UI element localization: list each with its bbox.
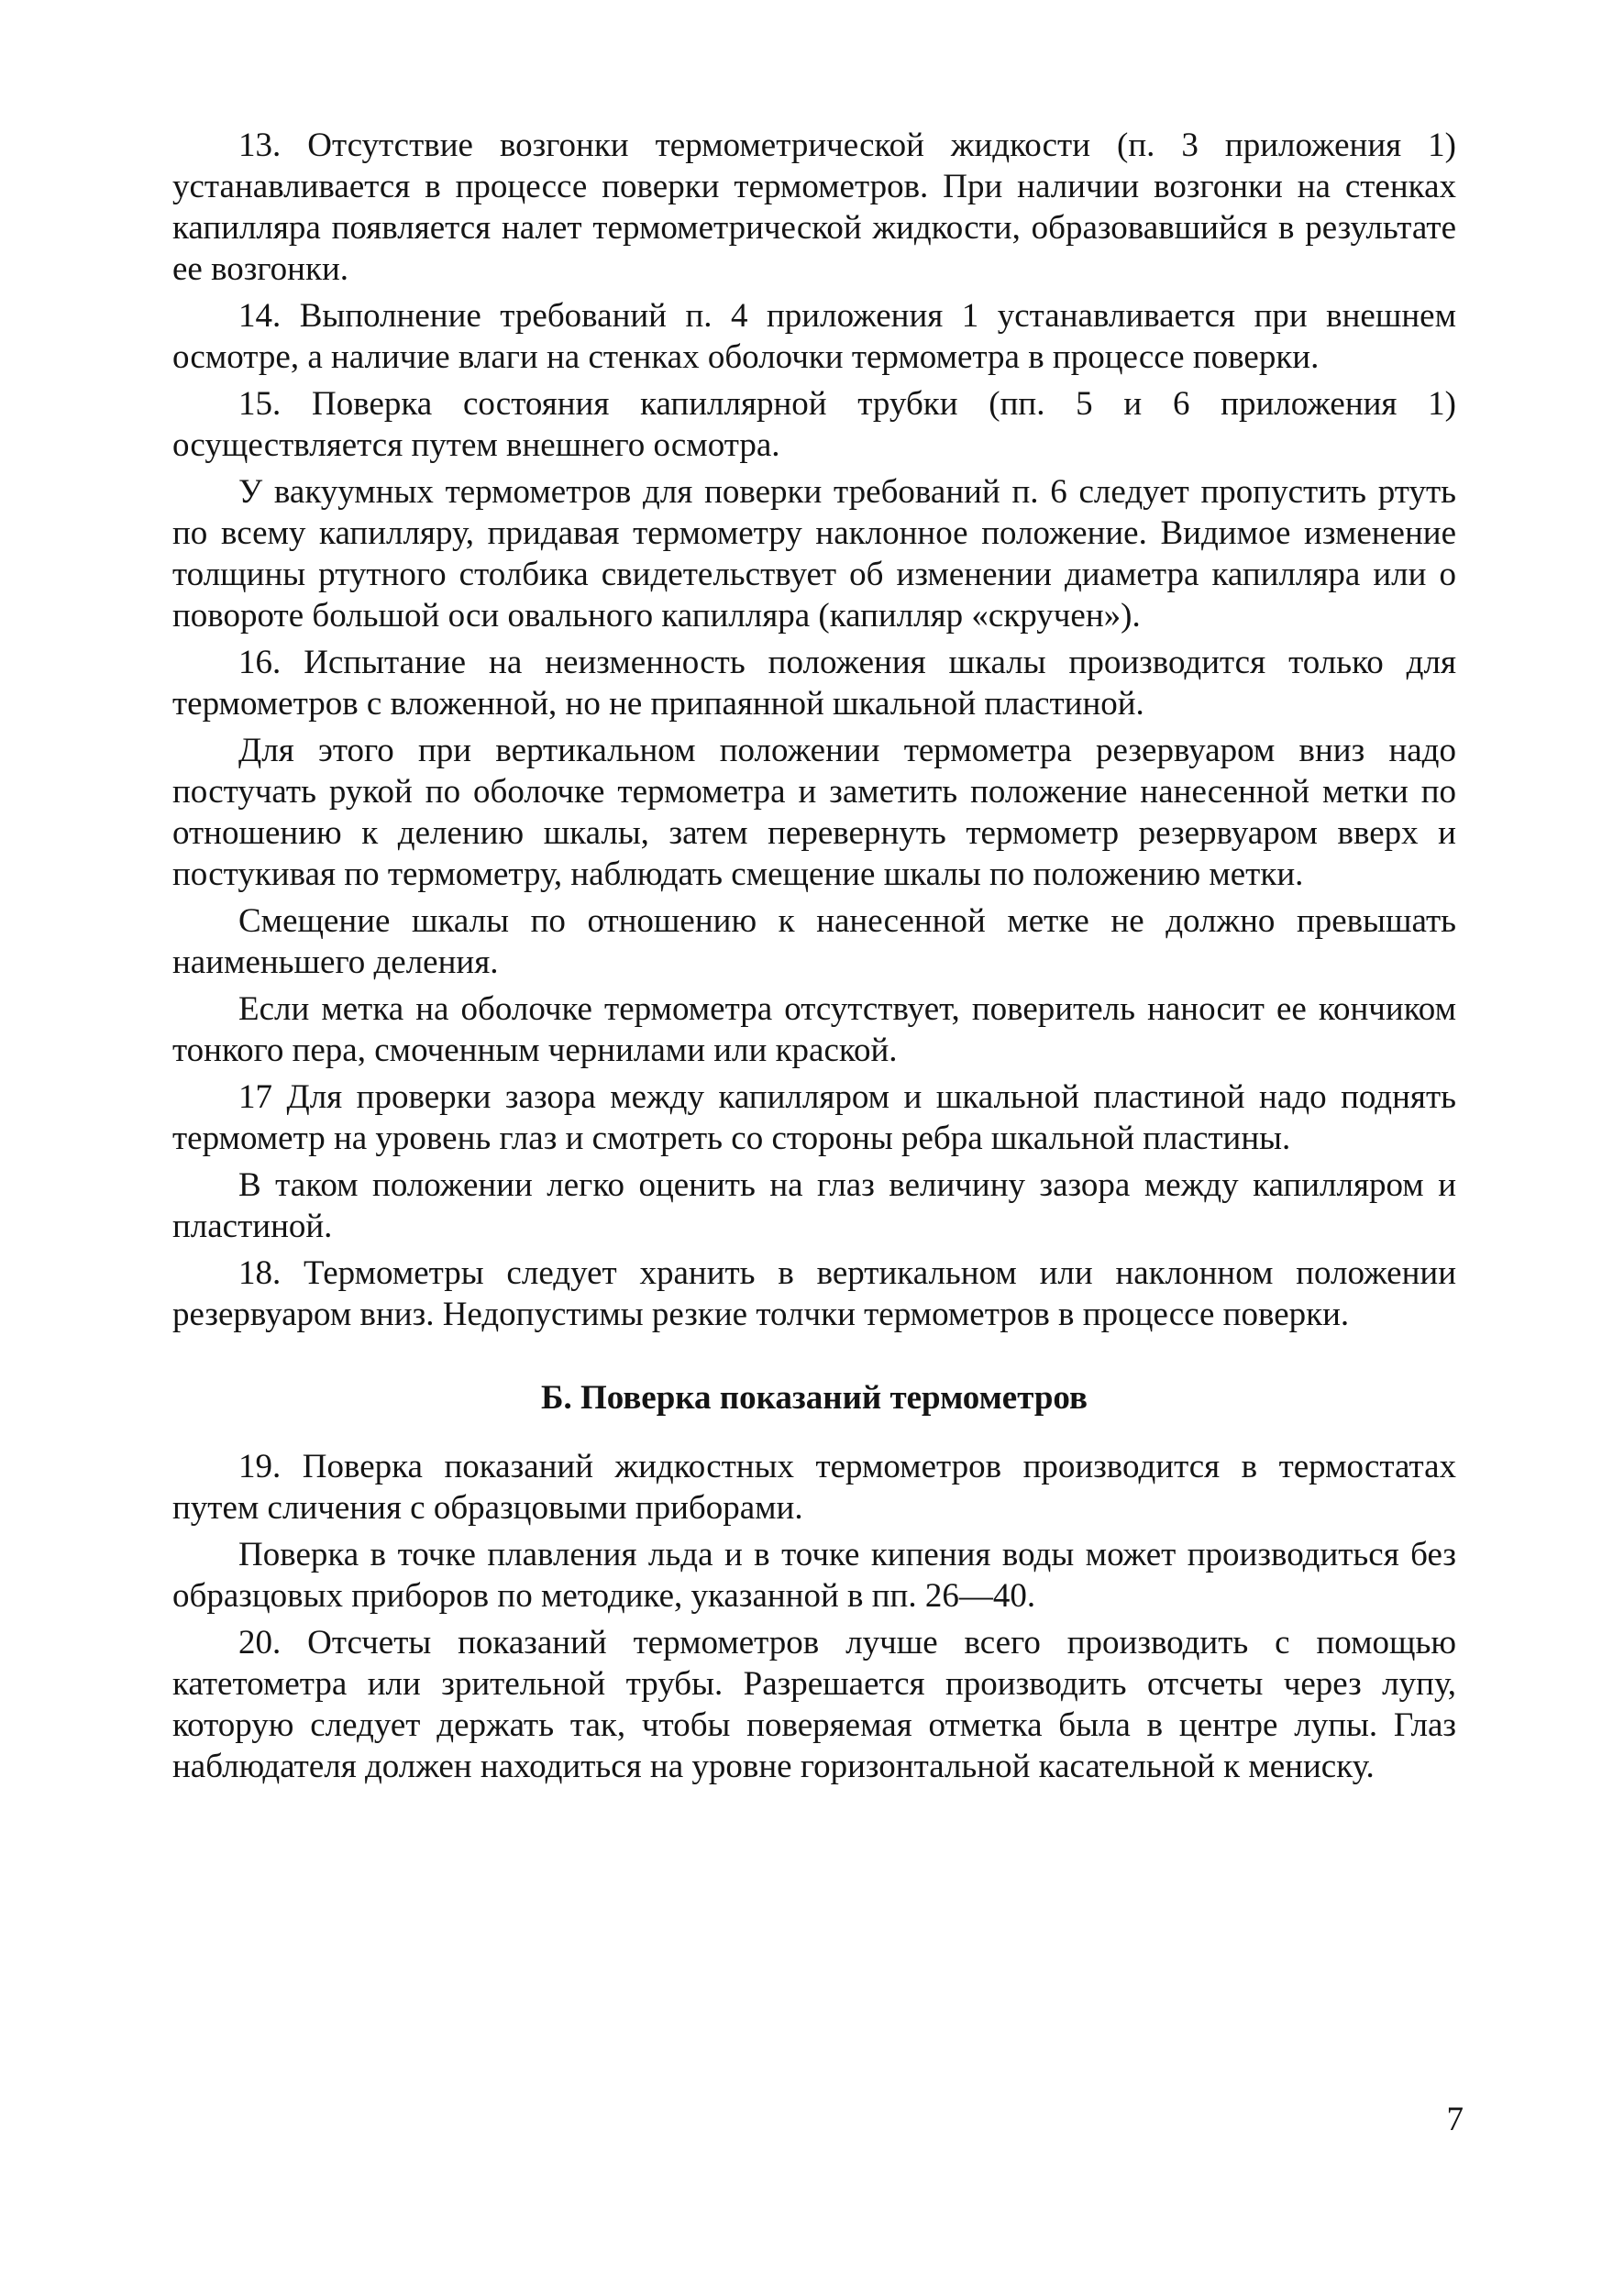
paragraph-16: 16. Испытание на неизменность положения шкалы производится только для термометров с вложенной, но не припаянной шкальной пластиной. [172, 644, 1456, 723]
paragraph-20: 20. Отсчеты показаний термометров лучше всего производить с помощью катетометра или зрительной трубы. Разрешается производить отсчеты через лупу, которую следует держать так, чтобы поверяемая отметка была в центре лупы. Глаз наблюдателя должен находиться на уровне горизонтальной касательной к мениску. [172, 1624, 1456, 1785]
document-page [172, 125, 1456, 1793]
paragraph-14: 14. Выполнение требований п. 4 приложения 1 устанавливается при внешнем осмотре, а наличие влаги на стенках оболочки термометра в процессе поверки. [172, 297, 1456, 376]
paragraph-17-gap: В таком положении легко оценить на глаз величину зазора между капилляром и пластиной. [172, 1166, 1456, 1245]
section-heading: Б. Поверка показаний термометров [541, 1379, 1088, 1417]
paragraph-15: 15. Поверка состояния капиллярной трубки (пп. 5 и 6 приложения 1) осуществляется путем внешнего осмотра. [172, 385, 1456, 464]
paragraph-16-procedure: Для этого при вертикальном положении термометра резервуаром вниз надо постучать рукой по оболочке термометра и заметить положение нанесенной метки по отношению к делению шкалы, затем перевернуть термометр резервуаром вверх и постукивая по термометру, наблюдать смещение шкалы по положению метки. [172, 732, 1456, 893]
paragraph-15-vacuum: У вакуумных термометров для поверки требований п. 6 следует пропустить ртуть по всему капилляру, придавая термометру наклонное положение. Видимое изменение толщины ртутного столбика свидетельствует об изменении диаметра капилляра или о повороте большой оси овального капилляра (капилляр «скручен»). [172, 473, 1456, 635]
paragraph-19: 19. Поверка показаний жидкостных термометров производится в термостатах путем сличения с образцовыми приборами. [172, 1448, 1456, 1527]
paragraph-16-mark: Если метка на оболочке термометра отсутствует, поверитель наносит ее кончиком тонкого пера, смоченным чернилами или краской. [172, 990, 1456, 1069]
paragraph-13: 13. Отсутствие возгонки термометрической жидкости (п. 3 приложения 1) устанавливается в процессе поверки термометров. При наличии возгонки на стенках капилляра появляется налет термометрической жидкости, образовавшийся в результате ее возгонки. [172, 127, 1456, 288]
paragraph-17: 17 Для проверки зазора между капилляром и шкальной пластиной надо поднять термометр на уровень глаз и смотреть со стороны ребра шкальной пластины. [172, 1078, 1456, 1157]
paragraph-19-method: Поверка в точке плавления льда и в точке кипения воды может производиться без образцовых приборов по методике, указанной в пп. 26—40. [172, 1536, 1456, 1615]
paragraph-18: 18. Термометры следует хранить в вертикальном или наклонном положении резервуаром вниз. Недопустимы резкие толчки термометров в процессе поверки. [172, 1254, 1456, 1333]
paragraph-16-tolerance: Смещение шкалы по отношению к нанесенной метке не должно превышать наименьшего деления. [172, 902, 1456, 981]
page-number: 7 [1446, 2101, 1464, 2138]
